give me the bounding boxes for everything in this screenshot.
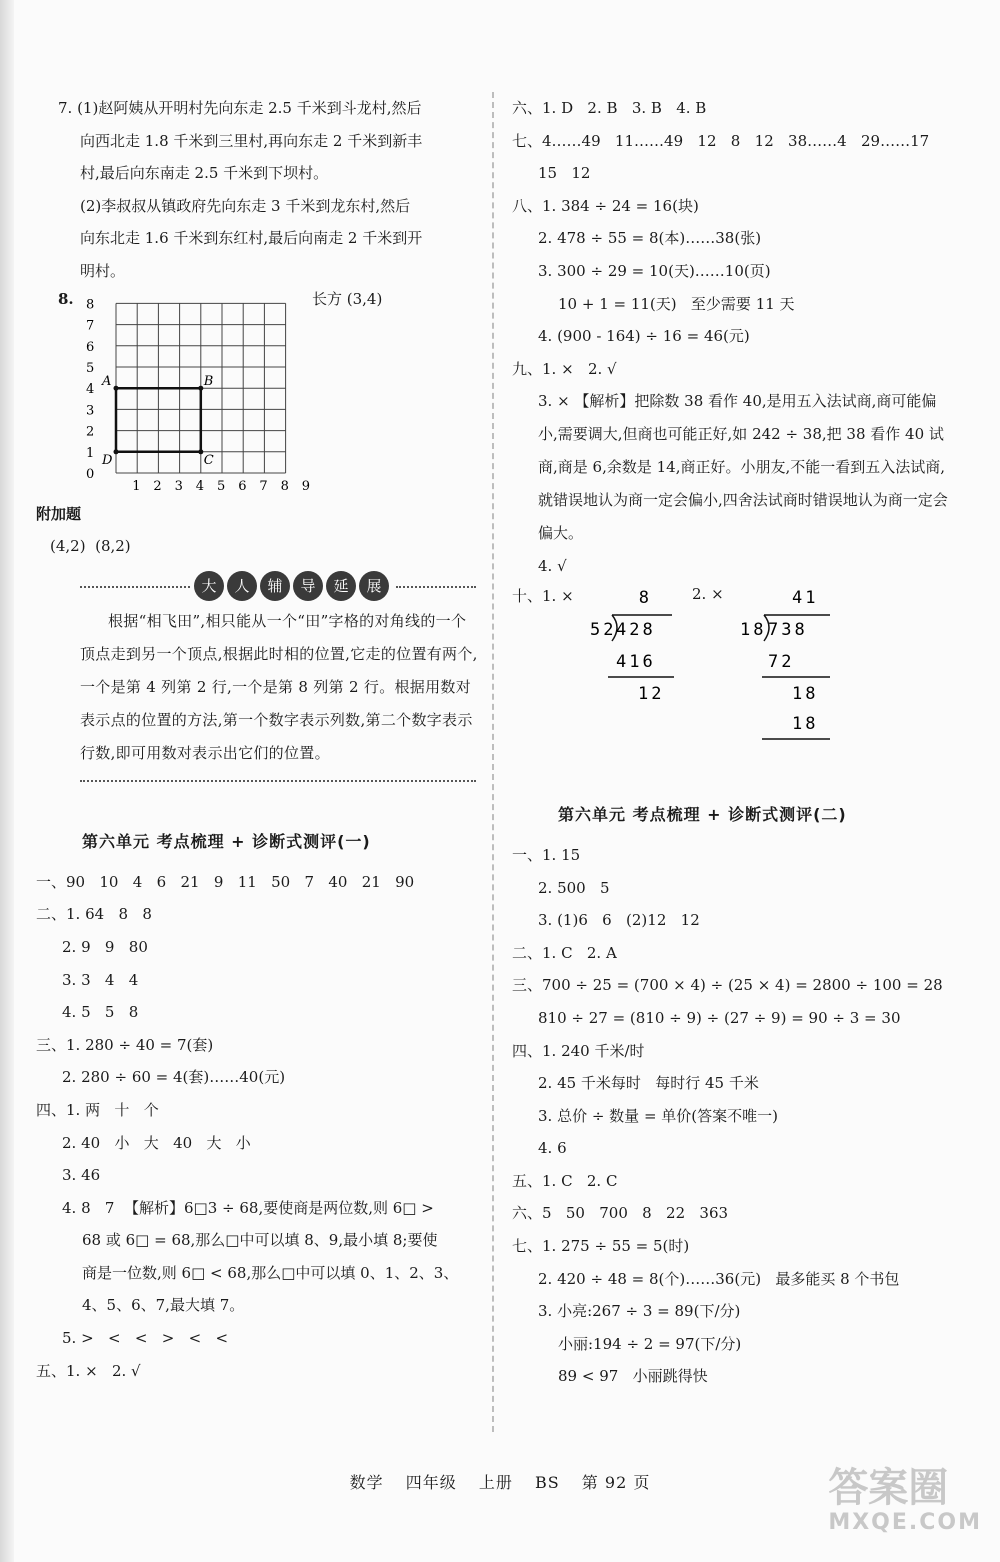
answer-line: 商是一位数,则 6□ < 68,那么□中可以填 0、1、2、3、 [82, 1263, 459, 1282]
section-2-answers [512, 839, 952, 1393]
answer-line: 2. 9 9 80 [62, 937, 148, 956]
footer-edition: BS [534, 1473, 560, 1492]
answer-line: 4. 8 7 【解析】6□3 ÷ 68,要使商是两位数,则 6□ > [62, 1198, 434, 1217]
section-title-1: 第六单元 考点梳理 + 诊断式测评(一) [82, 831, 371, 851]
watermark-bottom: MXQE.COM [828, 1510, 982, 1535]
footer-subject: 数学 [349, 1473, 384, 1492]
banner-char: 延 [326, 571, 356, 601]
y-tick-label: 7 [86, 318, 95, 334]
answer-line: 四、1. 240 千米/时 [512, 1041, 645, 1060]
q7-line: 明村。 [80, 261, 126, 280]
answer-line: 2. 45 千米每时 每时行 45 千米 [538, 1074, 759, 1093]
remainder: 12 [638, 683, 665, 704]
answer-line: 七、4……49 11……49 12 8 12 38……4 29……17 [512, 131, 930, 150]
answer-line: 六、5 50 700 8 22 363 [512, 1204, 729, 1223]
q7-line: (2)李叔叔从镇政府先向东走 3 千米到龙东村,然后 [80, 196, 411, 215]
answer-line: 68 或 6□ = 68,那么□中可以填 8、9,最小填 8;要使 [82, 1231, 438, 1250]
answer-line: 3. 3 4 4 [62, 970, 139, 989]
answer-line: 4、5、6、7,最大填 7。 [82, 1296, 245, 1315]
answer-line: 810 ÷ 27 = (810 ÷ 9) ÷ (27 ÷ 9) = 90 ÷ 3 = 30 [538, 1008, 901, 1027]
left-column [36, 92, 478, 1387]
y-tick-label: 2 [86, 424, 95, 440]
answer-line: 4. (900 - 164) ÷ 16 = 46(元) [538, 327, 750, 346]
answer-line: 六、1. D 2. B 3. B 4. B [512, 99, 707, 117]
y-tick-label: 1 [86, 445, 95, 461]
banner-char: 大 [194, 571, 224, 601]
answer-line: 五、1. × 2. √ [36, 1361, 141, 1380]
analysis-text: 3. × 【解析】把除数 38 看作 40,是用五入法试商,商可能偏小,需要调大,但商也可能正好,如 242 ÷ 38,把 38 看作 40 试商,商是 6,余数是 14,商正好。小朋友,不能一看到五入法试商,就错误地认为商一定会偏小,四舍法试商时错误地认为商一定会偏大。 [538, 392, 948, 543]
coordinate-grid [56, 290, 316, 495]
answer-line: 4. 5 5 8 [62, 1003, 139, 1022]
point-b [198, 385, 203, 390]
ten-label: 十、1. × [512, 586, 574, 605]
extra-answer: (4,2) (8,2) [50, 537, 131, 556]
answer-line: 2. 40 小 大 40 大 小 [62, 1133, 251, 1152]
footer-volume: 上册 [478, 1473, 513, 1492]
answer-line: 89 < 97 小丽跳得快 [558, 1367, 708, 1386]
q8-label: 8. [58, 289, 74, 308]
point-label-c: C [203, 452, 214, 468]
x-tick-label: 6 [238, 478, 247, 494]
banner-dash-right [396, 586, 476, 588]
page-edge-shadow [0, 0, 14, 1562]
y-tick-label: 4 [86, 381, 95, 397]
answer-line: 八、1. 384 ÷ 24 = 16(块) [512, 196, 699, 215]
answer-line: 15 12 [538, 164, 591, 183]
origin-label: 0 [86, 466, 95, 482]
answer-line: 2. 478 ÷ 55 = 8(本)……38(张) [538, 229, 762, 248]
footer-page-number: 第 92 页 [581, 1473, 651, 1492]
point-d [114, 449, 119, 454]
y-tick-label: 5 [86, 360, 95, 376]
q8-answer: 长方 (3,4) [312, 289, 383, 308]
dividend: 428 [616, 619, 656, 640]
x-tick-label: 8 [280, 478, 289, 494]
answer-line: 二、1. 64 8 8 [36, 905, 152, 924]
answer-line: 3. (1)6 6 (2)12 12 [538, 911, 700, 930]
watermark-top: 答案圈 [828, 1465, 949, 1511]
divisor: 52 [590, 619, 617, 640]
point-a [114, 385, 119, 390]
long-division-figures [512, 583, 952, 743]
answer-line: 2. 500 5 [538, 878, 610, 897]
product: 416 [616, 651, 656, 672]
footer-grade: 四年级 [405, 1473, 457, 1492]
section-1-answers [36, 866, 478, 1388]
answer-line: 四、1. 两 十 个 [36, 1100, 159, 1119]
answer-line: 一、1. 15 [512, 845, 581, 864]
right-column [512, 92, 952, 1393]
point-label-a: A [102, 373, 112, 389]
banner-char: 导 [293, 571, 323, 601]
extra-title: 附加题 [36, 504, 82, 523]
watermark-logo [828, 1466, 982, 1535]
divisor: 18 [740, 619, 767, 640]
point-c [198, 449, 203, 454]
dividend: 738 [768, 619, 808, 640]
question-8 [36, 288, 478, 498]
answer-line: 4. 6 [538, 1139, 567, 1158]
banner-char: 展 [359, 571, 389, 601]
answer-line: 2. 420 ÷ 48 = 8(个)……36(元) 最多能买 8 个书包 [538, 1269, 900, 1288]
answer-line: 三、1. 280 ÷ 40 = 7(套) [36, 1035, 214, 1054]
banner-dash-left [80, 586, 190, 588]
answer-line: 3. 46 [62, 1166, 101, 1185]
answer-line: 二、1. C 2. A [512, 943, 617, 962]
banner-char: 辅 [260, 571, 290, 601]
answer-line: 小丽:194 ÷ 2 = 97(下/分) [558, 1334, 742, 1353]
point-label-d: D [102, 452, 113, 468]
answer-line: 三、700 ÷ 25 = (700 × 4) ÷ (25 × 4) = 2800 ÷ 100 = 28 [512, 976, 943, 995]
long-division-area [512, 583, 952, 743]
section-title-2: 第六单元 考点梳理 + 诊断式测评(二) [558, 804, 847, 824]
guidance-banner [36, 569, 478, 605]
answer-line: 3. 300 ÷ 29 = 10(天)……10(页) [538, 261, 771, 280]
quotient: 8 [638, 587, 652, 608]
y-tick-label: 3 [86, 402, 95, 418]
x-tick-label: 1 [132, 478, 141, 494]
banner-title [194, 571, 392, 601]
right-answers-top [512, 92, 952, 385]
partial-remainder: 18 [792, 683, 819, 704]
answer-line: 五、1. C 2. C [512, 1171, 618, 1190]
partial-product: 72 [768, 651, 795, 672]
y-tick-label: 8 [86, 296, 95, 312]
y-tick-label: 6 [86, 339, 95, 355]
x-tick-label: 7 [259, 478, 268, 494]
answer-line: 4. √ [538, 557, 567, 576]
answer-line: 5. > < < > < < [62, 1329, 229, 1348]
ten-label-2: 2. × [692, 584, 724, 603]
question-7 [36, 92, 478, 288]
answer-line: 一、90 10 4 6 21 9 11 50 7 40 21 90 [36, 872, 415, 891]
x-tick-label: 4 [195, 478, 205, 494]
answer-line: 3. 小亮:267 ÷ 3 = 89(下/分) [538, 1302, 741, 1321]
x-tick-label: 2 [153, 478, 162, 494]
x-tick-label: 5 [217, 478, 226, 494]
column-divider [492, 92, 494, 1432]
partial-product: 18 [792, 713, 819, 734]
answer-line: 3. 总价 ÷ 数量 = 单价(答案不唯一) [538, 1106, 778, 1125]
q7-line: 7. (1)赵阿姨从开明村先向东走 2.5 千米到斗龙村,然后 [58, 99, 422, 117]
quotient: 41 [792, 587, 819, 608]
point-label-b: B [203, 373, 214, 389]
banner-char: 人 [227, 571, 257, 601]
x-tick-label: 9 [301, 478, 311, 494]
answer-line: 2. 280 ÷ 60 = 4(套)……40(元) [62, 1068, 286, 1087]
q7-line: 向东北走 1.6 千米到东红村,最后向南走 2 千米到开 [80, 229, 423, 248]
guidance-text: 根据“相飞田”,相只能从一个“田”字格的对角线的一个顶点走到另一个顶点,根据此时相的位置,它走的位置有两个,一个是第 4 列第 2 行,一个是第 8 列第 2 行。根据用数对表示点的位置的方法,第一个数字表示列数,第二个数字表示行数,即可用数对表示出它们的位置。 [80, 611, 478, 762]
answer-line: 九、1. × 2. √ [512, 359, 617, 378]
x-tick-label: 3 [174, 478, 183, 494]
q7-line: 村,最后向东南走 2.5 千米到下坝村。 [80, 164, 329, 183]
q7-line: 向西北走 1.8 千米到三里村,再向东走 2 千米到新丰 [80, 131, 423, 150]
answer-line: 10 + 1 = 11(天) 至少需要 11 天 [558, 294, 795, 313]
answer-line: 七、1. 275 ÷ 55 = 5(时) [512, 1237, 690, 1256]
